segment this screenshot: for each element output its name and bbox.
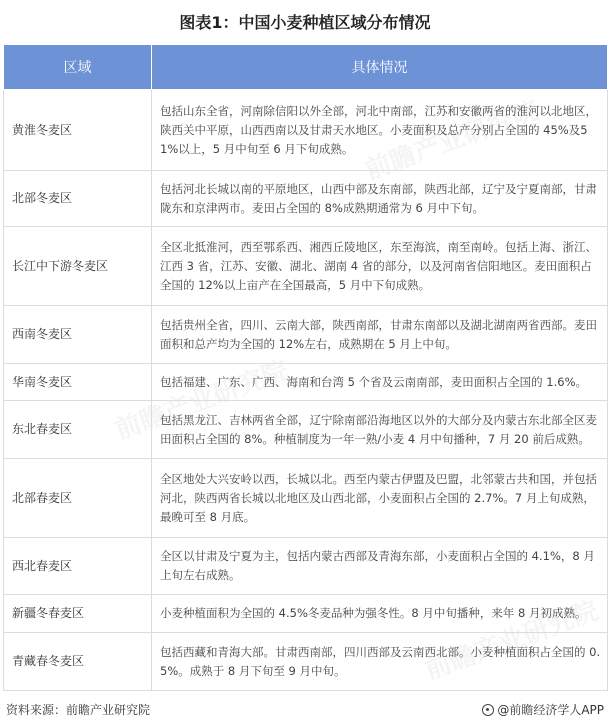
region-cell: 青藏春冬麦区 xyxy=(4,633,152,691)
desc-cell: 小麦种植面积为全国的 4.5%冬麦品种为强冬性。8 月中旬播种，来年 8 月初成熟。 xyxy=(152,595,608,633)
region-cell: 长江中下游冬麦区 xyxy=(4,227,152,306)
table-row xyxy=(4,401,608,459)
desc-cell: 包括黑龙江、吉林两省全部，辽宁除南部沿海地区以外的大部分及内蒙古东北部全区麦田面积占全国的 8%。种植制度为一年一熟/小麦 4 月中旬播种，7 月 20 前后成熟。 xyxy=(152,401,608,459)
region-cell: 西南冬麦区 xyxy=(4,306,152,364)
table-row xyxy=(4,595,608,633)
region-cell: 华南冬麦区 xyxy=(4,364,152,401)
region-table xyxy=(3,44,608,691)
table-row xyxy=(4,633,608,691)
table-header-row xyxy=(4,45,608,90)
region-cell: 西北春麦区 xyxy=(4,538,152,595)
table-row xyxy=(4,306,608,364)
region-cell: 新疆冬春麦区 xyxy=(4,595,152,633)
table-row xyxy=(4,459,608,538)
region-cell: 北部冬麦区 xyxy=(4,171,152,227)
table-row xyxy=(4,538,608,595)
region-cell: 北部春麦区 xyxy=(4,459,152,538)
page-title: 图表1：中国小麦种植区域分布情况 xyxy=(179,13,431,32)
region-cell: 东北春麦区 xyxy=(4,401,152,459)
desc-cell: 包括福建、广东、广西、海南和台湾 5 个省及云南南部，麦田面积占全国的 1.6%。 xyxy=(152,364,608,401)
brand-label: @前瞻经济学人APP xyxy=(497,703,604,717)
desc-cell: 包括西藏和青海大部。甘肃西南部，四川西部及云南西北部。小麦种植面积占全国的 0.5%。成熟于 8 月下旬至 9 月中旬。 xyxy=(152,633,608,691)
table-row xyxy=(4,90,608,171)
desc-cell: 包括贵州全省，四川、云南大部，陕西南部，甘肃东南部以及湖北湖南两省西部。麦田面积和总产均为全国的 12%左右，成熟期在 5 月上中旬。 xyxy=(152,306,608,364)
table-row xyxy=(4,227,608,306)
brand-logo-icon xyxy=(482,704,494,716)
brand-credit xyxy=(482,701,604,718)
header-details: 具体情况 xyxy=(152,45,608,90)
header-region: 区域 xyxy=(4,45,152,90)
desc-cell: 包括山东全省，河南除信阳以外全部，河北中南部，江苏和安徽两省的淮河以北地区，陕西关中平原，山西西南以及甘肃天水地区。小麦面积及总产分别占全国的 45%及51%以上，5 月中旬至 6 月下旬成熟。 xyxy=(152,90,608,171)
desc-cell: 全区地处大兴安岭以西，长城以北。西至内蒙古伊盟及巴盟，北邻蒙古共和国，并包括河北，陕西两省长城以北地区及山西北部，小麦面积占全国的 2.7%。7 月上旬成熟，最晚可至 8 月底。 xyxy=(152,459,608,538)
desc-cell: 全区以甘肃及宁夏为主，包括内蒙古西部及青海东部，小麦面积占全国的 4.1%，8 月上旬左右成熟。 xyxy=(152,538,608,595)
table-row xyxy=(4,171,608,227)
table-row xyxy=(4,364,608,401)
region-cell: 黄淮冬麦区 xyxy=(4,90,152,171)
desc-cell: 包括河北长城以南的平原地区，山西中部及东南部，陕西北部，辽宁及宁夏南部，甘肃陇东和京津两市。麦田占全国的 8%成熟期通常为 6 月中下旬。 xyxy=(152,171,608,227)
desc-cell: 全区北抵淮河，西至鄂系西、湘西丘陵地区，东至海滨，南至南岭。包括上海、浙江、江西 3 省，江苏、安徽、湖北、湖南 4 省的部分，以及河南省信阳地区。麦田面积占全国的 12%以上亩产在全国最高，5 月中下旬成熟。 xyxy=(152,227,608,306)
source-note: 资料来源：前瞻产业研究院 xyxy=(6,703,151,717)
